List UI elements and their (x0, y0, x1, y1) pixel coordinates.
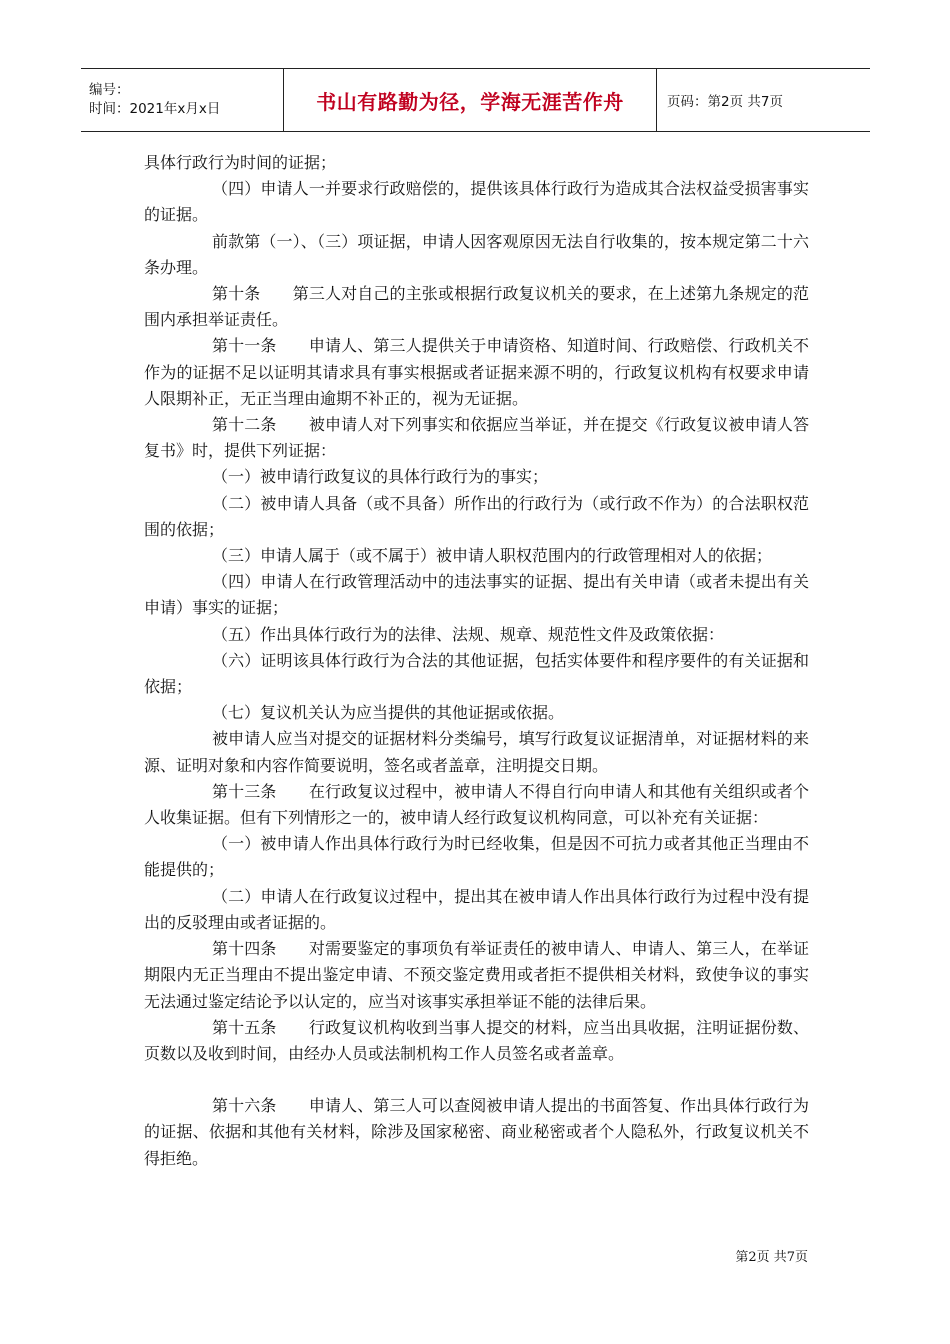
article-15: 第十五条 行政复议机构收到当事人提交的材料，应当出具收据，注明证据份数、页数以及收到时间，由经办人员或法制机构工作人员签名或者盖章。 (144, 1017, 809, 1063)
article-16: 第十六条 申请人、第三人可以查阅被申请人提出的书面答复、作出具体行政行为的证据、依据和其他有关材料，除涉及国家秘密、商业秘密或者个人隐私外，行政复议机关不得拒绝。 (144, 1096, 809, 1168)
header-page-number: 页码：第2页 共7页 (667, 94, 783, 110)
document-body (144, 150, 809, 1172)
page-footer: 第2页 共7页 (735, 1250, 808, 1265)
paragraph: 前款第（一）、（三）项证据，申请人因客观原因无法自行收集的，按本规定第二十六条办理。 (144, 231, 809, 277)
article-11: 第十一条 申请人、第三人提供关于申请资格、知道时间、行政赔偿、行政机关不作为的证据不足以证明其请求具有事实根据或者证据来源不明的，行政复议机构有权要求申请人限期补正，无正当理由逾期不补正的，视为无证据。 (144, 336, 809, 408)
list-item: （二）申请人在行政复议过程中，提出其在被申请人作出具体行政行为过程中没有提出的反驳理由或者证据的。 (144, 886, 809, 932)
document-number-label: 编号： (89, 82, 130, 98)
paragraph: 被申请人应当对提交的证据材料分类编号，填写行政复议证据清单，对证据材料的来源、证明对象和内容作简要说明，签名或者盖章，注明提交日期。 (144, 729, 809, 775)
list-item: （六）证明该具体行政行为合法的其他证据，包括实体要件和程序要件的有关证据和依据； (144, 650, 809, 697)
list-item: （五）作出具体行政行为的法律、法规、规章、规范性文件及政策依据： (212, 624, 725, 644)
article-13: 第十三条 在行政复议过程中，被申请人不得自行向申请人和其他有关组织或者个人收集证据。但有下列情形之一的，被申请人经行政复议机构同意，可以补充有关证据： (144, 781, 809, 828)
document-date: 时间：2021年x月x日 (89, 101, 221, 117)
page-header (81, 68, 870, 132)
paragraph-spacer (144, 1067, 809, 1093)
list-item: （七）复议机关认为应当提供的其他证据或依据。 (212, 703, 565, 723)
list-item: （四）申请人在行政管理活动中的违法事实的证据、提出有关申请（或者未提出有关申请）事实的证据； (144, 572, 809, 618)
paragraph: （四）申请人一并要求行政赔偿的，提供该具体行政行为造成其合法权益受损害事实的证据。 (144, 179, 809, 225)
article-10: 第十条 第三人对自己的主张或根据行政复议机关的要求，在上述第九条规定的范围内承担举证责任。 (144, 284, 809, 330)
article-12: 第十二条 被申请人对下列事实和依据应当举证，并在提交《行政复议被申请人答复书》时，提供下列证据： (144, 415, 809, 461)
article-14: 第十四条 对需要鉴定的事项负有举证责任的被申请人、申请人、第三人，在举证期限内无正当理由不提出鉴定申请、不预交鉴定费用或者拒不提供相关材料，致使争议的事实无法通过鉴定结论予以认定的，应当对该事实承担举证不能的法律后果。 (144, 939, 809, 1011)
header-meta (81, 69, 284, 131)
header-motto: 书山有路勤为径，学海无涯苦作舟 (284, 69, 657, 131)
paragraph: 具体行政行为时间的证据； (144, 153, 337, 172)
list-item: （二）被申请人具备（或不具备）所作出的行政行为（或行政不作为）的合法职权范围的依据； (144, 493, 809, 539)
list-item: （一）被申请人作出具体行政行为时已经收集，但是因不可抗力或者其他正当理由不能提供的； (144, 834, 809, 880)
list-item: （一）被申请行政复议的具体行政行为的事实； (212, 467, 549, 487)
list-item: （三）申请人属于（或不属于）被申请人职权范围内的行政管理相对人的依据； (212, 546, 773, 566)
